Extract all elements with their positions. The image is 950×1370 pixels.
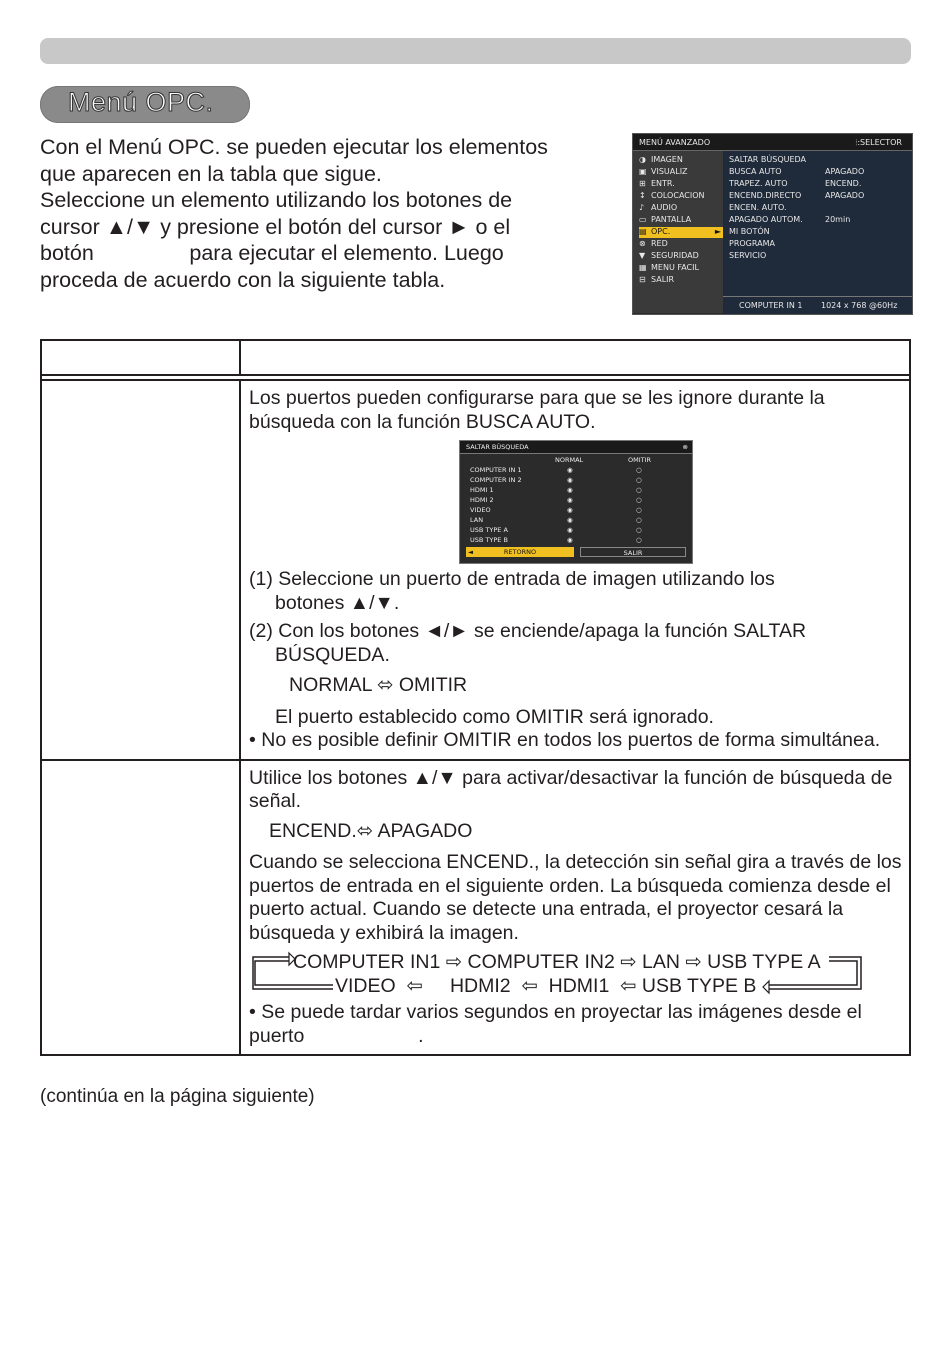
table-desc-cell: [241, 381, 909, 759]
menu-icon: ⊟: [639, 275, 646, 284]
menu-icon: ⊞: [639, 179, 646, 188]
osd-menu-item-selected[interactable]: [639, 227, 723, 238]
port-label: USB TYPE B: [470, 536, 508, 544]
radio-omitir[interactable]: ○: [636, 466, 642, 474]
osd-menu-label: RED: [651, 239, 668, 248]
intro-line: proceda de acuerdo con la siguiente tabla.: [40, 267, 446, 292]
table-item-cell: [42, 381, 241, 759]
col-normal: NORMAL: [555, 456, 584, 464]
osd-source: COMPUTER IN 1: [739, 301, 803, 310]
osd-option-label: BUSCA AUTO: [729, 167, 782, 176]
osd-right-menu: [723, 151, 912, 296]
osd-menu-item[interactable]: [639, 239, 723, 250]
options-table: [40, 339, 911, 1056]
osd-menu-label: IMAGEN: [651, 155, 683, 164]
osd-option-value: APAGADO: [825, 191, 865, 200]
radio-normal-selected[interactable]: ◉: [567, 536, 573, 544]
osd-menu-item[interactable]: [639, 263, 723, 274]
toggle-values: NORMAL ⬄ OMITIR: [289, 674, 468, 696]
radio-normal-selected[interactable]: ◉: [567, 496, 573, 504]
osd-menu-screenshot: [632, 133, 913, 315]
osd-option-label: APAGADO AUTOM.: [729, 215, 803, 224]
retorno-label: RETORNO: [503, 548, 537, 556]
table-item-cell: [42, 761, 241, 1055]
table-header-cell: [42, 341, 241, 374]
intro-text: [40, 134, 630, 293]
menu-icon: ▭: [639, 215, 647, 224]
port-label: HDMI 2: [470, 496, 494, 504]
salir-button[interactable]: [580, 547, 686, 557]
port-label: USB TYPE A: [470, 526, 508, 534]
osd-option[interactable]: [729, 239, 909, 248]
desc-text: Utilice los botones ▲/▼ para activar/desactivar la función de búsqueda de señal.: [249, 766, 893, 812]
osd-menu-item[interactable]: [639, 251, 723, 262]
osd-footer: [723, 296, 912, 314]
radio-normal-selected[interactable]: ◉: [567, 486, 573, 494]
table-row: [42, 761, 909, 1055]
osd-menu-item[interactable]: [639, 191, 723, 202]
close-icon[interactable]: ⊗: [682, 443, 688, 451]
menu-icon: ▼: [639, 251, 646, 260]
note-text: • Se puede tardar varios segundos en proyectar las imágenes desde el puerto .: [249, 1001, 868, 1047]
menu-icon: ▦: [639, 263, 647, 272]
osd-menu-item[interactable]: [639, 179, 723, 190]
osd-option[interactable]: [729, 215, 909, 224]
radio-omitir[interactable]: ○: [636, 486, 642, 494]
osd-option-label: MI BOTÓN: [729, 227, 770, 236]
intro-line: botón para ejecutar el elemento. Luego: [40, 241, 504, 265]
port-label: HDMI 1: [470, 486, 494, 494]
osd-option-value: APAGADO: [825, 167, 865, 176]
osd-menu-item[interactable]: [639, 155, 723, 166]
step-text: BÚSQUEDA.: [275, 643, 390, 666]
dialog-title: SALTAR BÚSQUEDA: [466, 443, 529, 451]
table-desc-cell: [241, 761, 909, 1055]
step-text: botones ▲/▼.: [275, 591, 400, 614]
osd-option-label: PROGRAMA: [729, 239, 775, 248]
salir-label: SALIR: [623, 549, 643, 557]
osd-selector: ⦙:SELECTOR: [855, 138, 902, 147]
osd-option[interactable]: [729, 191, 909, 200]
radio-normal-selected[interactable]: ◉: [567, 466, 573, 474]
osd-menu-label: AUDIO: [651, 203, 678, 212]
osd-option-label: SERVICIO: [729, 251, 767, 260]
saltar-busqueda-dialog: [459, 440, 693, 564]
dialog-header: [460, 441, 692, 454]
step-text: (2) Con los botones ◄/► se enciende/apaga la función SALTAR: [249, 620, 807, 642]
osd-option[interactable]: [729, 167, 909, 176]
radio-normal-selected[interactable]: ◉: [567, 526, 573, 534]
radio-omitir[interactable]: ○: [636, 506, 642, 514]
osd-option-label: TRAPEZ. AUTO: [729, 179, 788, 188]
osd-option-value: ENCEND.: [825, 179, 862, 188]
osd-menu-item[interactable]: [639, 167, 723, 178]
menu-icon: ⊗: [639, 239, 646, 248]
osd-menu-label: COLOCACION: [651, 191, 705, 200]
port-label: COMPUTER IN 2: [470, 476, 522, 484]
osd-option-value: 20min: [825, 215, 851, 224]
port-label: VIDEO: [470, 506, 491, 514]
osd-menu-label: PANTALLA: [651, 215, 692, 224]
radio-omitir[interactable]: ○: [636, 526, 642, 534]
step-text: (1) Seleccione un puerto de entrada de imagen utilizando los: [249, 568, 775, 590]
port-label: COMPUTER IN 1: [470, 466, 522, 474]
retorno-button[interactable]: [466, 547, 574, 557]
port-label: LAN: [470, 516, 484, 524]
radio-normal-selected[interactable]: ◉: [567, 476, 573, 484]
menu-icon: ▣: [639, 167, 647, 176]
osd-menu-label: VISUALIZ: [651, 167, 688, 176]
osd-option[interactable]: [729, 155, 909, 164]
desc-text: Los puertos pueden configurarse para que se les ignore durante la búsqueda con la función BUSCA AUTO.: [249, 387, 825, 433]
osd-menu-item[interactable]: [639, 203, 723, 214]
arrow-right-icon: ►: [714, 227, 721, 236]
section-title-pill: [40, 86, 250, 123]
osd-menu-label: SALIR: [651, 275, 675, 284]
osd-menu-label: OPC.: [651, 227, 671, 236]
radio-omitir[interactable]: ○: [636, 516, 642, 524]
menu-icon: ↕: [639, 191, 646, 200]
osd-option-label: ENCEN. AUTO.: [729, 203, 787, 212]
intro-line: cursor ▲/▼ y presione el botón del cursor ► o el: [40, 214, 511, 239]
menu-icon: ◑: [639, 155, 646, 164]
continued-note: (continúa en la página siguiente): [40, 1086, 315, 1107]
osd-title: MENÚ AVANZADO: [639, 138, 711, 147]
osd-menu-item[interactable]: [639, 215, 723, 226]
osd-header: [633, 134, 912, 151]
note-text: El puerto establecido como OMITIR será ignorado.: [275, 705, 714, 728]
table-row: [42, 381, 909, 761]
osd-option[interactable]: [729, 251, 909, 260]
osd-option[interactable]: [729, 179, 909, 188]
menu-icon: ♪: [639, 203, 645, 212]
radio-omitir[interactable]: ○: [636, 496, 642, 504]
header-bar: [40, 38, 911, 64]
osd-resolution: 1024 x 768 @60Hz: [821, 301, 898, 310]
radio-normal-selected[interactable]: ◉: [567, 506, 573, 514]
intro-line: que aparecen en la tabla que sigue.: [40, 161, 382, 186]
flow-line-2: VIDEO ⇦ HDMI2 ⇦ HDMI1 ⇦ USB TYPE B: [335, 975, 757, 997]
osd-menu-label: SEGURIDAD: [651, 251, 699, 260]
osd-option[interactable]: [729, 203, 909, 212]
note-text: • No es posible definir OMITIR en todos los puertos de forma simultánea.: [249, 729, 881, 751]
osd-menu-label: MENU FACIL: [651, 263, 699, 272]
intro-line: Seleccione un elemento utilizando los botones de: [40, 188, 513, 212]
menu-icon: ▤: [639, 227, 647, 236]
radio-omitir[interactable]: ○: [636, 476, 642, 484]
table-header-row: [42, 341, 909, 376]
radio-normal-selected[interactable]: ◉: [567, 516, 573, 524]
osd-menu-item[interactable]: [639, 275, 723, 286]
radio-omitir[interactable]: ○: [636, 536, 642, 544]
toggle-values: ENCEND.⬄ APAGADO: [269, 819, 473, 842]
arrow-left-icon: ◄: [468, 548, 473, 556]
osd-option-label: SALTAR BÚSQUEDA: [729, 155, 807, 164]
port-search-order-diagram: [249, 951, 903, 1001]
osd-option-label: ENCEND.DIRECTO: [729, 191, 802, 200]
flow-line-1: COMPUTER IN1 ⇨ COMPUTER IN2 ⇨ LAN ⇨ USB TYPE A: [293, 951, 821, 973]
osd-left-menu: [633, 151, 723, 313]
desc-text: Cuando se selecciona ENCEND., la detección sin señal gira a través de los puertos de entrada en el siguiente orden. La búsqueda comienza desde el puerto actual. Cuando se detecte una entrada, el proyector cesará la búsqueda y exhibirá la imagen.: [249, 851, 902, 944]
col-omitir: OMITIR: [628, 456, 652, 464]
osd-menu-label: ENTR.: [651, 179, 675, 188]
osd-option[interactable]: [729, 227, 909, 236]
intro-line: Con el Menú OPC. se pueden ejecutar los elementos: [40, 135, 548, 159]
section-title: Menú OPC.: [68, 87, 214, 117]
